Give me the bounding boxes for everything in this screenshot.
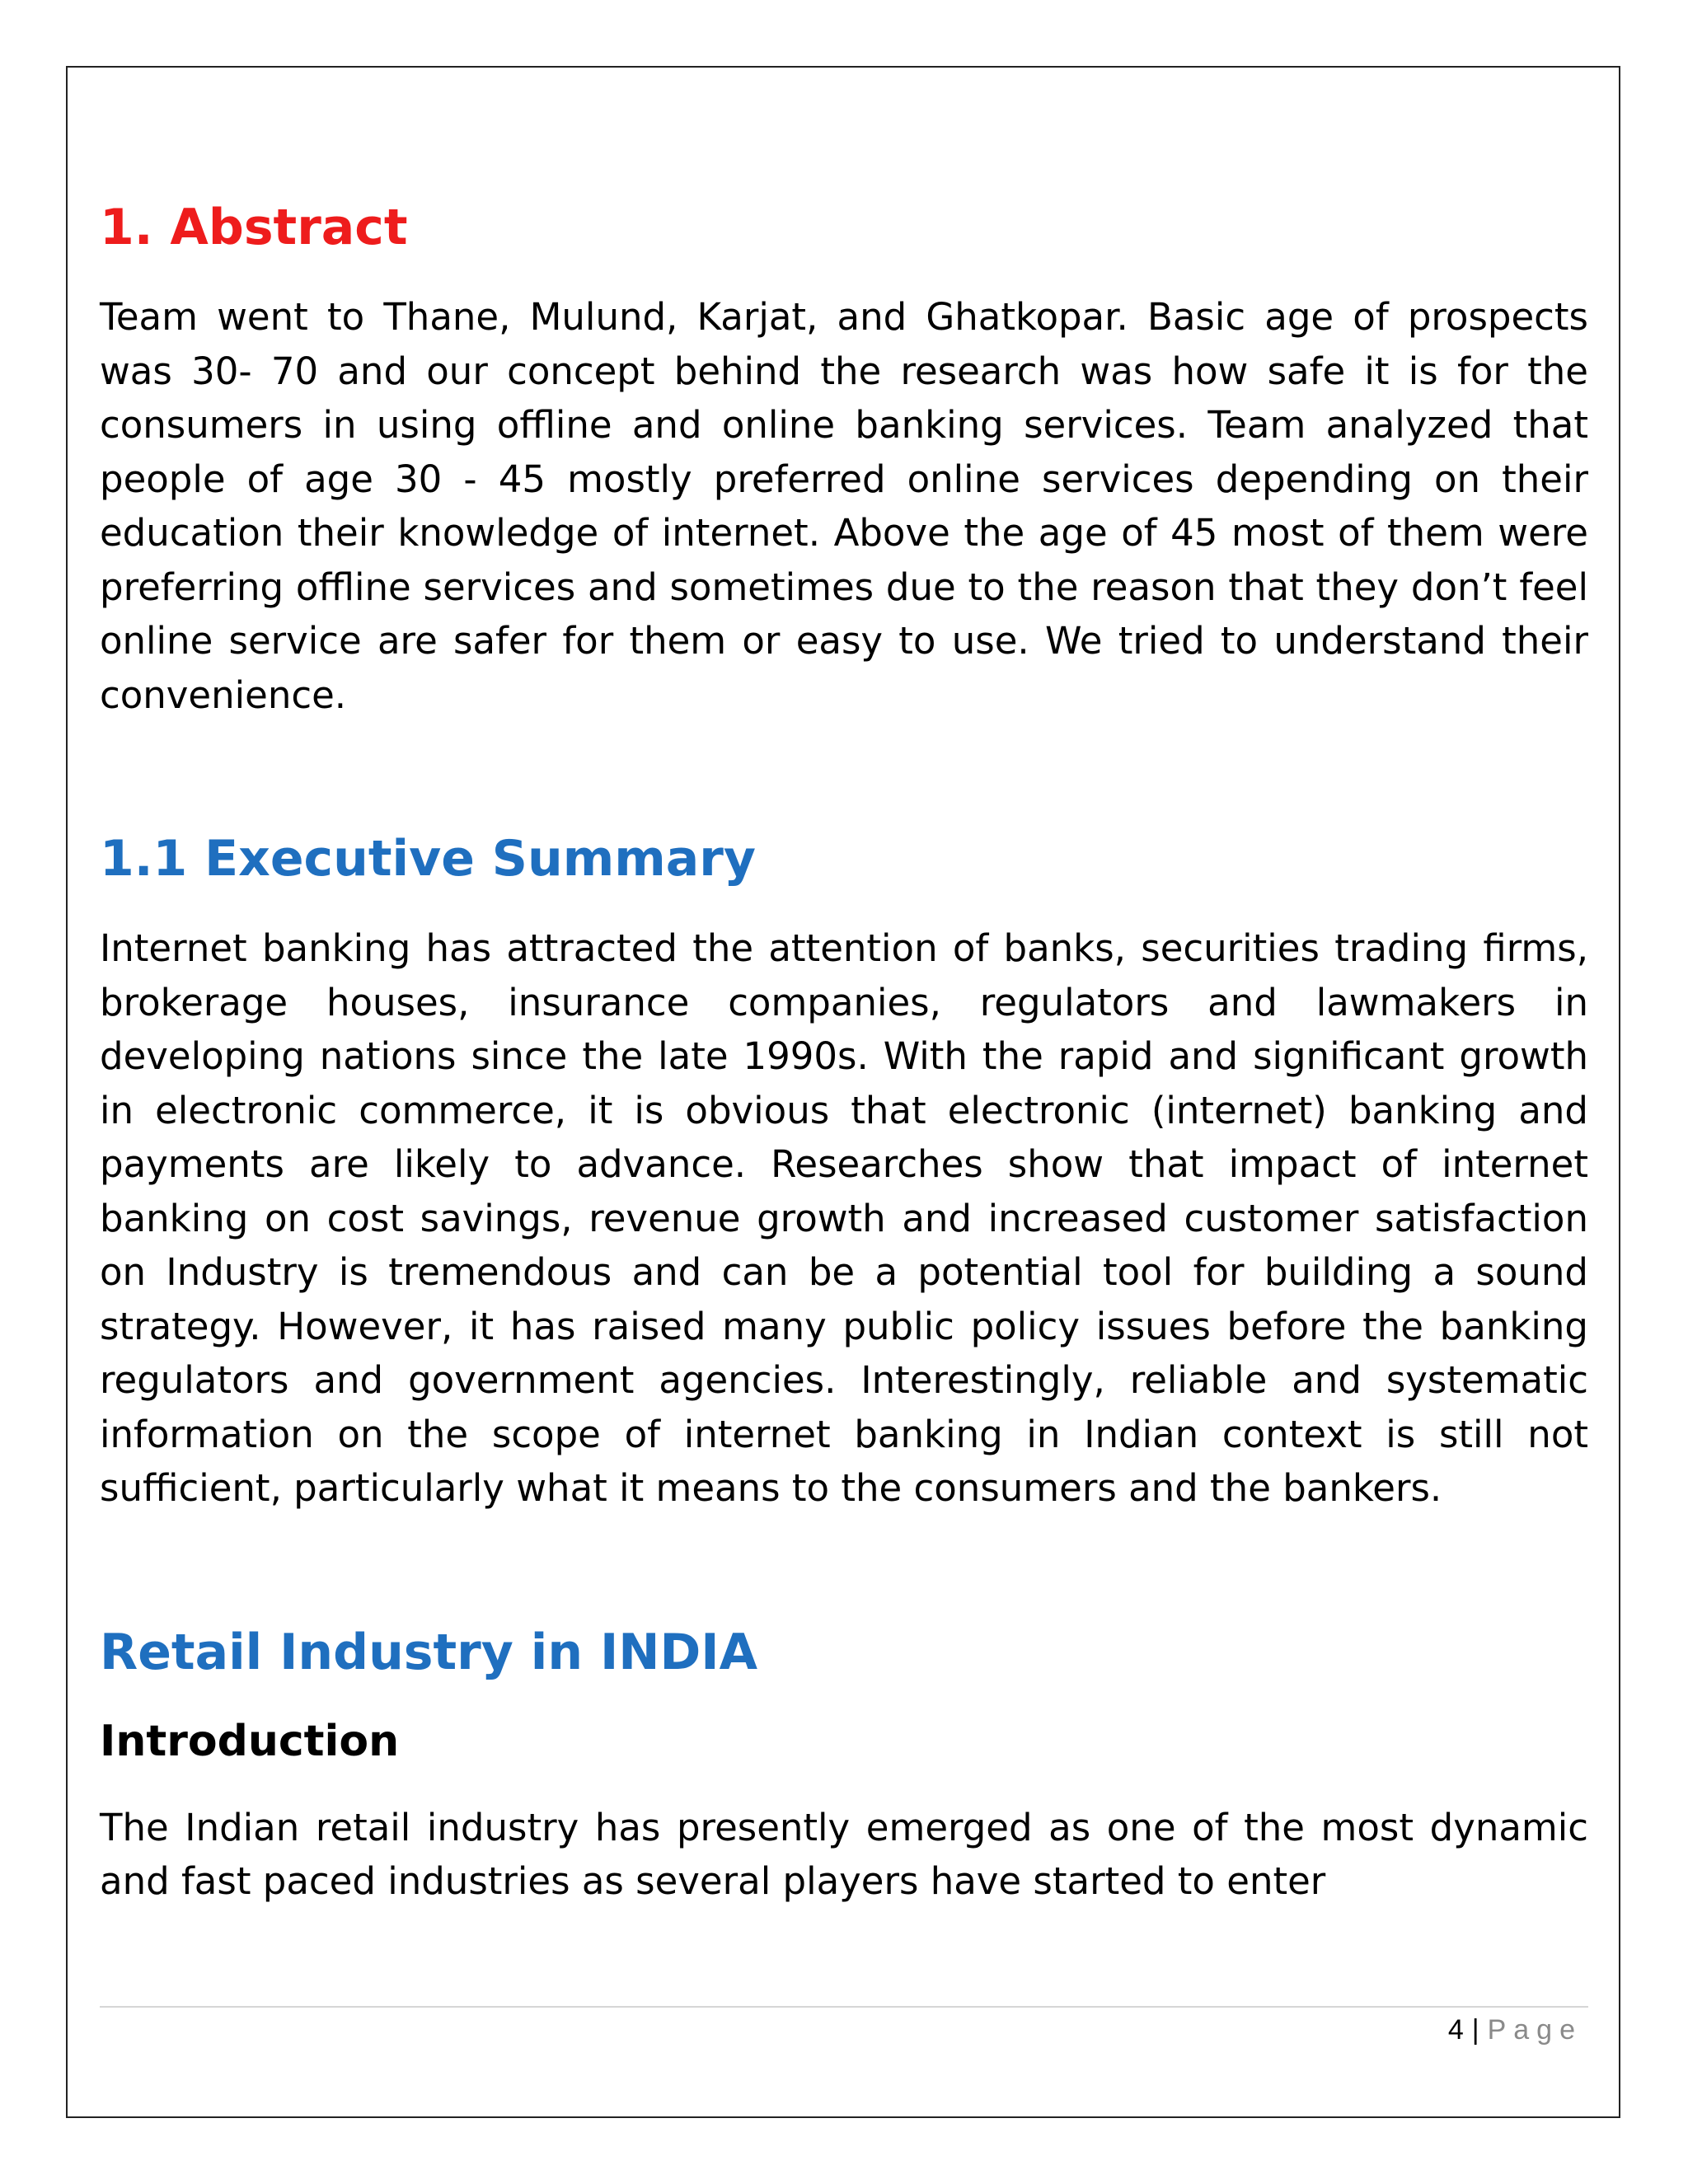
abstract-heading: 1. Abstract [100, 199, 408, 256]
page-number: 4 [1447, 2014, 1464, 2046]
executive-summary-body: Internet banking has attracted the attention of banks, securities trading firms, brokerage houses, insurance companies, regulators and lawmakers in developing nations since the late 1990s. With the rapid and significant growth in electronic commerce, it is obvious that electronic (internet) banking and payments are likely to advance. Researches show that impact of internet banking on cost savings, revenue growth and increased customer satisfaction on Industry is tremendous and can be a potential tool for building a sound strategy. However, it has raised many public policy issues before the banking regulators and government agencies. Interestingly, reliable and systematic information on the scope of internet banking in Indian context is still not sufficient, particularly what it means to the consumers and the bankers. [100, 926, 1588, 1510]
abstract-body: Team went to Thane, Mulund, Karjat, and Ghatkopar. Basic age of prospects was 30- 70 and our concept behind the research was how safe it is for the consumers in using offline and online banking services. Team analyzed that people of age 30 - 45 mostly preferred online services depending on their education their knowledge of internet. Above the age of 45 most of them were preferring offline services and sometimes due to the reason that they don’t feel online service are safer for them or easy to use. We tried to understand their convenience. [100, 295, 1588, 717]
retail-industry-heading: Retail Industry in INDIA [100, 1623, 758, 1681]
footer-separator: | [1471, 2014, 1479, 2046]
page-footer [1448, 2009, 1582, 2050]
executive-summary-heading: 1.1 Executive Summary [100, 830, 756, 888]
page-content [100, 198, 1588, 1909]
retail-introduction-body: The Indian retail industry has presently emerged as one of the most dynamic and fast paced industries as several players have started to enter [100, 1805, 1588, 1903]
page-label: Page [1487, 2014, 1582, 2046]
introduction-subheading: Introduction [100, 1716, 400, 1766]
footer-divider [100, 2006, 1588, 2008]
